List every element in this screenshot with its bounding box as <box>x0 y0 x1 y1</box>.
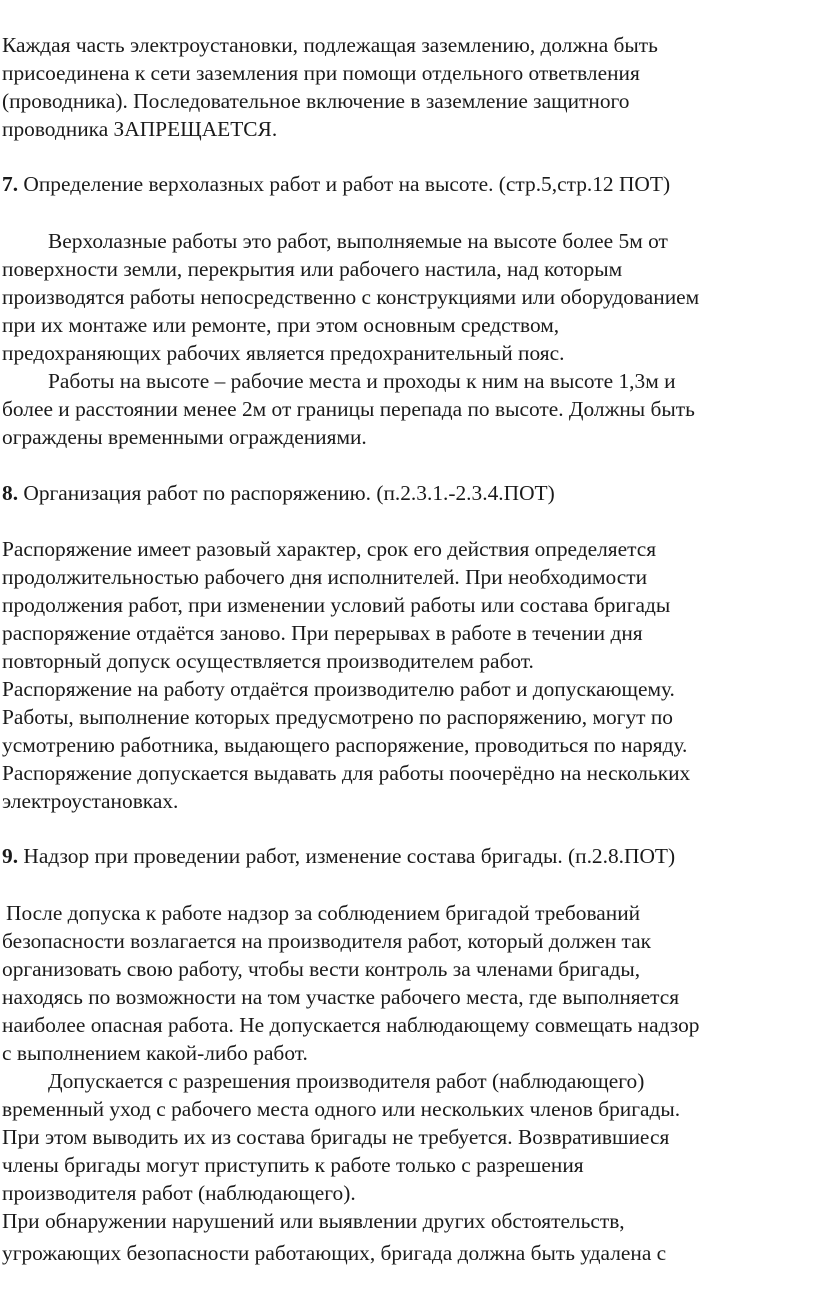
section-9-line: организовать свою работу, чтобы вести контроль за членами бригады, <box>2 957 641 981</box>
section-8-heading <box>2 480 555 507</box>
section-8-line: Распоряжение допускается выдавать для работы поочерёдно на нескольких <box>2 761 691 785</box>
section-9-line: После допуска к работе надзор за соблюдением бригадой требований <box>6 901 641 925</box>
section-9-title: Надзор при проведении работ, изменение состава бригады. (п.2.8.ПОТ) <box>18 844 676 868</box>
section-8-line: электроустановках. <box>2 789 179 813</box>
section-9-line: производителя работ (наблюдающего). <box>2 1181 356 1205</box>
section-9-line: угрожающих безопасности работающих, бригада должна быть удалена с <box>2 1241 667 1265</box>
section-8-line: продолжительностью рабочего дня исполнителей. При необходимости <box>2 565 648 589</box>
section-7-line: при их монтаже или ремонте, при этом основным средством, <box>2 313 560 337</box>
section-8-title: Организация работ по распоряжению. (п.2.3.1.-2.3.4.ПОТ) <box>18 481 555 505</box>
section-9-line: временный уход с рабочего места одного или нескольких членов бригады. <box>2 1097 681 1121</box>
section-8-line: Работы, выполнение которых предусмотрено по распоряжению, могут по <box>2 705 673 729</box>
section-7-line: Работы на высоте – рабочие места и проходы к ним на высоте 1,3м и <box>48 369 676 393</box>
section-9-line: Допускается с разрешения производителя работ (наблюдающего) <box>48 1069 645 1093</box>
section-8-line: продолжения работ, при изменении условий работы или состава бригады <box>2 593 671 617</box>
section-9-line: члены бригады могут приступить к работе только с разрешения <box>2 1153 584 1177</box>
section-7-heading <box>2 171 670 198</box>
section-9-line: При этом выводить их из состава бригады не требуется. Возвратившиеся <box>2 1125 670 1149</box>
section-7-line: поверхности земли, перекрытия или рабочего настила, над которым <box>2 257 623 281</box>
section-8-line: повторный допуск осуществляется производителем работ. <box>2 649 534 673</box>
intro-line: (проводника). Последовательное включение в заземление защитного <box>2 89 630 113</box>
section-7-title: Определение верхолазных работ и работ на высоте. (стр.5,стр.12 ПОТ) <box>18 172 671 196</box>
intro-line: присоединена к сети заземления при помощи отдельного ответвления <box>2 61 640 85</box>
section-9-heading <box>2 843 675 870</box>
section-7-number: 7. <box>2 172 19 196</box>
section-9-line: безопасности возлагается на производителя работ, который должен так <box>2 929 652 953</box>
section-8-line: Распоряжение на работу отдаётся производителю работ и допускающему. <box>2 677 675 701</box>
section-8-number: 8. <box>2 481 19 505</box>
section-8-line: Распоряжение имеет разовый характер, срок его действия определяется <box>2 537 657 561</box>
intro-line: Каждая часть электроустановки, подлежащая заземлению, должна быть <box>2 33 658 57</box>
section-7-line: более и расстоянии менее 2м от границы перепада по высоте. Должны быть <box>2 397 695 421</box>
section-7-line: предохраняющих рабочих является предохранительный пояс. <box>2 341 565 365</box>
section-9-line: с выполнением какой-либо работ. <box>2 1041 308 1065</box>
section-8-line: распоряжение отдаётся заново. При перерывах в работе в течении дня <box>2 621 643 645</box>
intro-line: проводника ЗАПРЕЩАЕТСЯ. <box>2 117 278 141</box>
section-7-line: производятся работы непосредственно с конструкциями или оборудованием <box>2 285 700 309</box>
section-9-line: наиболее опасная работа. Не допускается наблюдающему совмещать надзор <box>2 1013 700 1037</box>
section-7-line: Верхолазные работы это работ, выполняемые на высоте более 5м от <box>48 229 668 253</box>
section-9-line: При обнаружении нарушений или выявлении других обстоятельств, <box>2 1209 625 1233</box>
section-9-number: 9. <box>2 844 19 868</box>
section-8-line: усмотрению работника, выдающего распоряжение, проводиться по наряду. <box>2 733 688 757</box>
section-7-line: ограждены временными ограждениями. <box>2 425 367 449</box>
section-9-line: находясь по возможности на том участке рабочего места, где выполняется <box>2 985 680 1009</box>
